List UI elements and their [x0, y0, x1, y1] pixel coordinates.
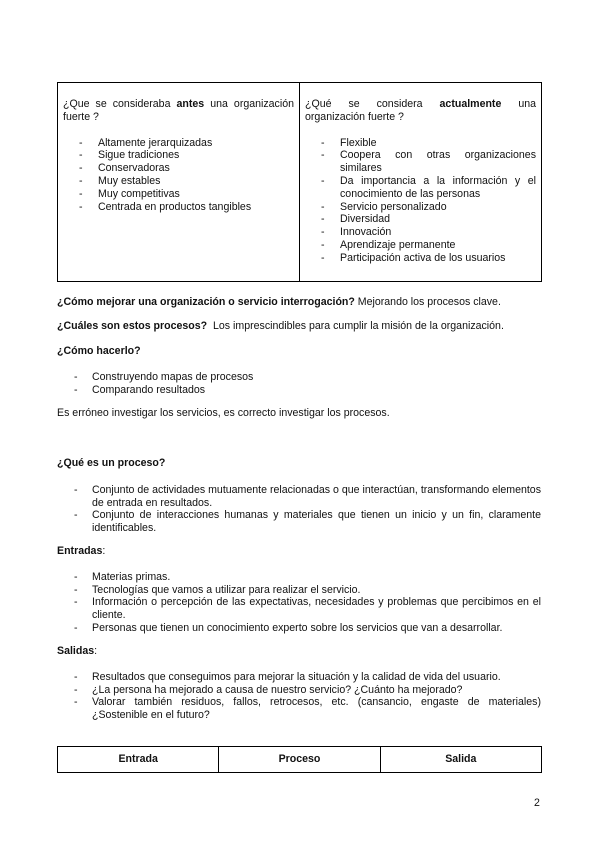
list-item: - Altamente jerarquizadas: [63, 137, 294, 150]
improve-paragraph: [57, 296, 541, 309]
list-item: - Centrada en productos tangibles: [63, 201, 294, 214]
io-col-salida: Salida: [380, 747, 541, 772]
list-item: - Materias primas.: [57, 571, 541, 584]
what-process-question: ¿Qué es un proceso?: [57, 457, 166, 469]
list-item: - Muy estables: [63, 175, 294, 188]
list-item: - Personas que tienen un conocimiento experto sobre los servicios que van a desarrollar.: [57, 622, 541, 635]
list-item: - Conjunto de interacciones humanas y materiales que tienen un inicio y un fin, claramente identificables.: [57, 509, 541, 535]
now-heading: ¿Qué se considera actualmente una organización fuerte ?: [305, 98, 537, 123]
inputs-heading: Entradas: [57, 545, 103, 557]
list-item: - Sigue tradiciones: [63, 149, 294, 162]
before-heading: ¿Que se consideraba antes una organización fuerte ?: [63, 98, 294, 123]
now-list: [305, 137, 536, 265]
how-question: ¿Cómo hacerlo?: [57, 345, 141, 357]
processes-paragraph: [57, 320, 541, 333]
processes-answer: Los imprescindibles para cumplir la misión de la organización.: [207, 320, 504, 332]
processes-question: ¿Cuáles son estos procesos?: [57, 320, 208, 332]
list-item: - Comparando resultados: [57, 384, 541, 397]
list-item: - Participación activa de los usuarios: [305, 252, 536, 265]
improve-question: ¿Cómo mejorar una organización o servicio interrogación?: [57, 296, 355, 308]
outputs-list: [57, 671, 541, 722]
list-item: - Valorar también residuos, fallos, retrocesos, etc. (cansancio, engaste de materiales) ¿Sostenible en el futuro?: [57, 696, 541, 722]
list-item: - Coopera con otras organizaciones similares: [305, 149, 536, 175]
list-item: - Conjunto de actividades mutuamente relacionadas o que interactúan, transformando elementos de entrada en resultados.: [57, 484, 541, 510]
what-process-section: [57, 457, 541, 535]
list-item: - Servicio personalizado: [305, 201, 536, 214]
list-item: - Construyendo mapas de procesos: [57, 371, 541, 384]
io-table: [57, 746, 542, 773]
list-item: - Resultados que conseguimos para mejorar la situación y la calidad de vida del usuario.: [57, 671, 541, 684]
list-item: - Muy competitivas: [63, 188, 294, 201]
how-list: [57, 371, 541, 397]
statement-paragraph: Es erróneo investigar los servicios, es correcto investigar los procesos.: [57, 407, 390, 419]
list-item: - Innovación: [305, 226, 536, 239]
how-section: [57, 345, 541, 396]
inputs-section: Entradas: - Materias primas. - Tecnologías que vamos a utilizar para realizar el servicio. - Información o percepción de las expectativas, necesidades y problemas que percibimos en el cliente. - Personas que tienen un conocimiento experto sobre los servicios que van a desarrollar.: [57, 545, 541, 635]
improve-answer: Mejorando los procesos clave.: [354, 296, 501, 308]
before-list: [63, 137, 294, 214]
list-item: - Flexible: [305, 137, 536, 150]
outputs-heading: Salidas: [57, 645, 95, 657]
outputs-section: Salidas: - Resultados que conseguimos para mejorar la situación y la calidad de vida del usuario. - ¿La persona ha mejorado a causa de nuestro servicio? ¿Cuánto ha mejorado? - Valorar también residuos, fallos, retrocesos, etc. (cansancio, engaste de materiales) ¿Sostenible en el futuro?: [57, 645, 541, 722]
inputs-list: [57, 571, 541, 635]
list-item: - Conservadoras: [63, 162, 294, 175]
list-item: - Diversidad: [305, 213, 536, 226]
comparison-table: [57, 82, 542, 282]
list-item: - Da importancia a la información y el conocimiento de las personas: [305, 175, 536, 201]
page-number: 2: [534, 797, 540, 809]
list-item: - ¿La persona ha mejorado a causa de nuestro servicio? ¿Cuánto ha mejorado?: [57, 684, 541, 697]
list-item: - Aprendizaje permanente: [305, 239, 536, 252]
what-process-list: [57, 484, 541, 535]
io-col-proceso: Proceso: [218, 747, 379, 772]
io-col-entrada: Entrada: [118, 753, 158, 766]
comparison-col-now: [300, 83, 541, 281]
comparison-col-before: [58, 83, 300, 281]
list-item: - Información o percepción de las expectativas, necesidades y problemas que percibimos en el cliente.: [57, 596, 541, 622]
list-item: - Tecnologías que vamos a utilizar para realizar el servicio.: [57, 584, 541, 597]
